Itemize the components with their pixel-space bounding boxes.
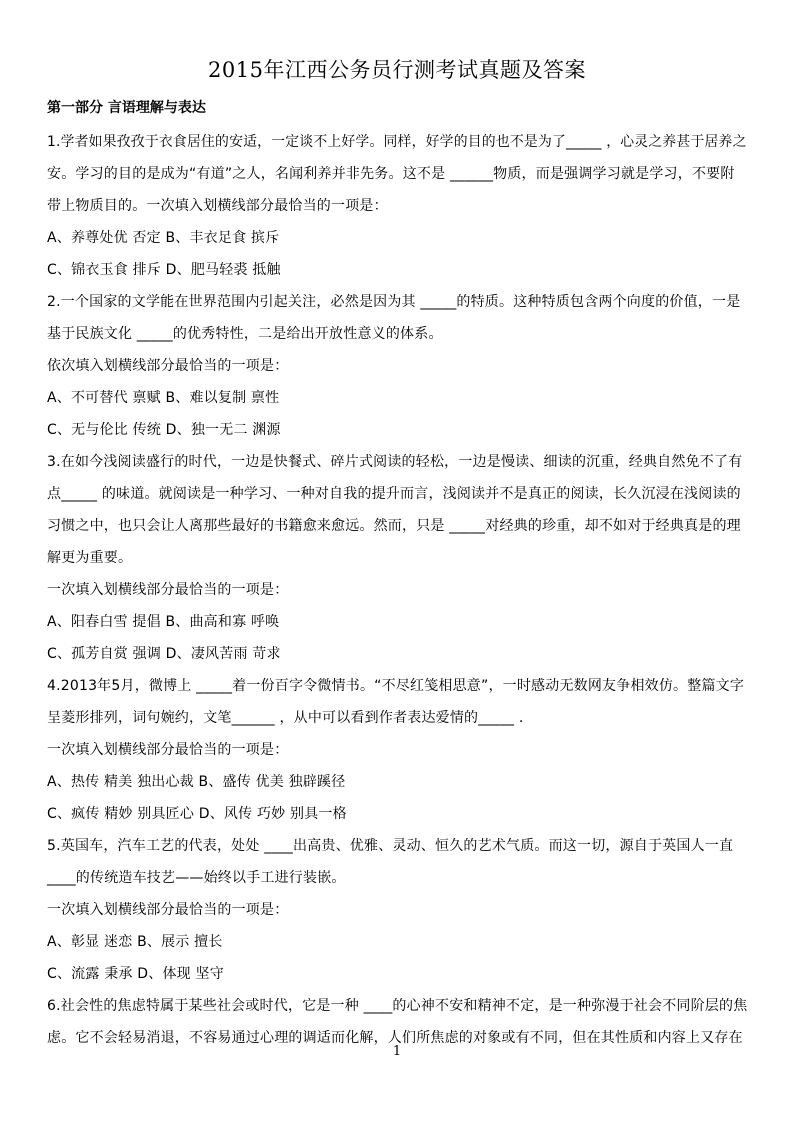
- text-line: 1.学者如果孜孜于衣食居住的安适，一定谈不上好学。同样，好学的目的也不是为了_____ ，心灵之养甚于居养之: [47, 134, 747, 150]
- section-heading: 第一部分 言语理解与表达: [47, 100, 206, 116]
- text-line: 5.英国车，汽车工艺的代表，处处 ____出高贵、优雅、灵动、恒久的艺术气质。而这一切，源自于英国人一直: [47, 838, 734, 854]
- text-line: A、阳春白雪 提倡 B、曲高和寡 呼唤: [47, 614, 280, 630]
- text-line: C、孤芳自赏 强调 D、凄风苦雨 苛求: [47, 646, 281, 662]
- document-title: 2015年江西公务员行测考试真题及答案: [208, 58, 586, 82]
- text-line: 4.2013年5月，微博上 _____着一份百字令微情书。“不尽红笺相思意”，一时感动无数网友争相效仿。整篇文字: [47, 678, 745, 694]
- text-line: 6.社会性的焦虑特属于某些社会或时代，它是一种 ____的心神不安和精神不定，是一种弥漫于社会不同阶层的焦: [47, 998, 748, 1014]
- text-line: A、养尊处优 否定 B、丰衣足食 摈斥: [47, 230, 280, 246]
- text-line: C、疯传 精妙 别具匠心 D、风传 巧妙 别具一格: [47, 806, 347, 822]
- text-line: ____的传统造车技艺——始终以手工进行装嵌。: [47, 870, 346, 886]
- text-line: 虑。它不会轻易消退，不容易通过心理的调适而化解，人们所焦虑的对象或有不同，但在其性质和内容上又存在: [47, 1030, 743, 1046]
- text-line: A、热传 精美 独出心裁 B、盛传 优美 独辟蹊径: [47, 774, 346, 790]
- text-line: C、无与伦比 传统 D、独一无二 渊源: [47, 422, 281, 438]
- text-line: 解更为重要。: [47, 550, 133, 566]
- text-line: 3.在如今浅阅读盛行的时代，一边是快餐式、碎片式阅读的轻松，一边是慢读、细读的沉重，经典自然免不了有: [47, 454, 743, 470]
- text-line: 依次填入划横线部分最恰当的一项是：: [47, 358, 289, 374]
- page-number: 1: [392, 1044, 402, 1059]
- text-line: 一次填入划横线部分最恰当的一项是：: [47, 742, 289, 758]
- text-line: 一次填入划横线部分最恰当的一项是：: [47, 902, 289, 918]
- text-line: 2.一个国家的文学能在世界范围内引起关注，必然是因为其 _____的特质。这种特质包含两个向度的价值，一是: [47, 294, 741, 310]
- text-line: 习惯之中，也只会让人离那些最好的书籍愈来愈远。然而，只是 _____对经典的珍重，却不如对于经典真是的理: [47, 518, 741, 534]
- text-line: A、彰显 迷恋 B、展示 擅长: [47, 934, 223, 950]
- text-line: C、锦衣玉食 排斥 D、肥马轻裘 抵触: [47, 262, 281, 278]
- text-line: 一次填入划横线部分最恰当的一项是：: [47, 582, 289, 598]
- text-line: 安。学习的目的是成为“有道”之人，名闻利养并非先务。这不是 ______物质，而是强调学习就是学习，不要附: [47, 166, 735, 182]
- text-line: 点_____ 的味道。就阅读是一种学习、一种对自我的提升而言，浅阅读并不是真正的阅读，长久沉浸在浅阅读的: [47, 486, 741, 502]
- text-line: C、流露 秉承 D、体现 坚守: [47, 966, 224, 982]
- text-line: 基于民族文化 _____的优秀特性，二是给出开放性意义的体系。: [47, 326, 443, 342]
- text-line: A、不可替代 禀赋 B、难以复制 禀性: [47, 390, 280, 406]
- text-line: 呈菱形排列，词句婉约，文笔______ ，从中可以看到作者表达爱情的_____ .: [47, 710, 524, 726]
- text-line: 带上物质目的。一次填入划横线部分最恰当的一项是：: [47, 198, 388, 214]
